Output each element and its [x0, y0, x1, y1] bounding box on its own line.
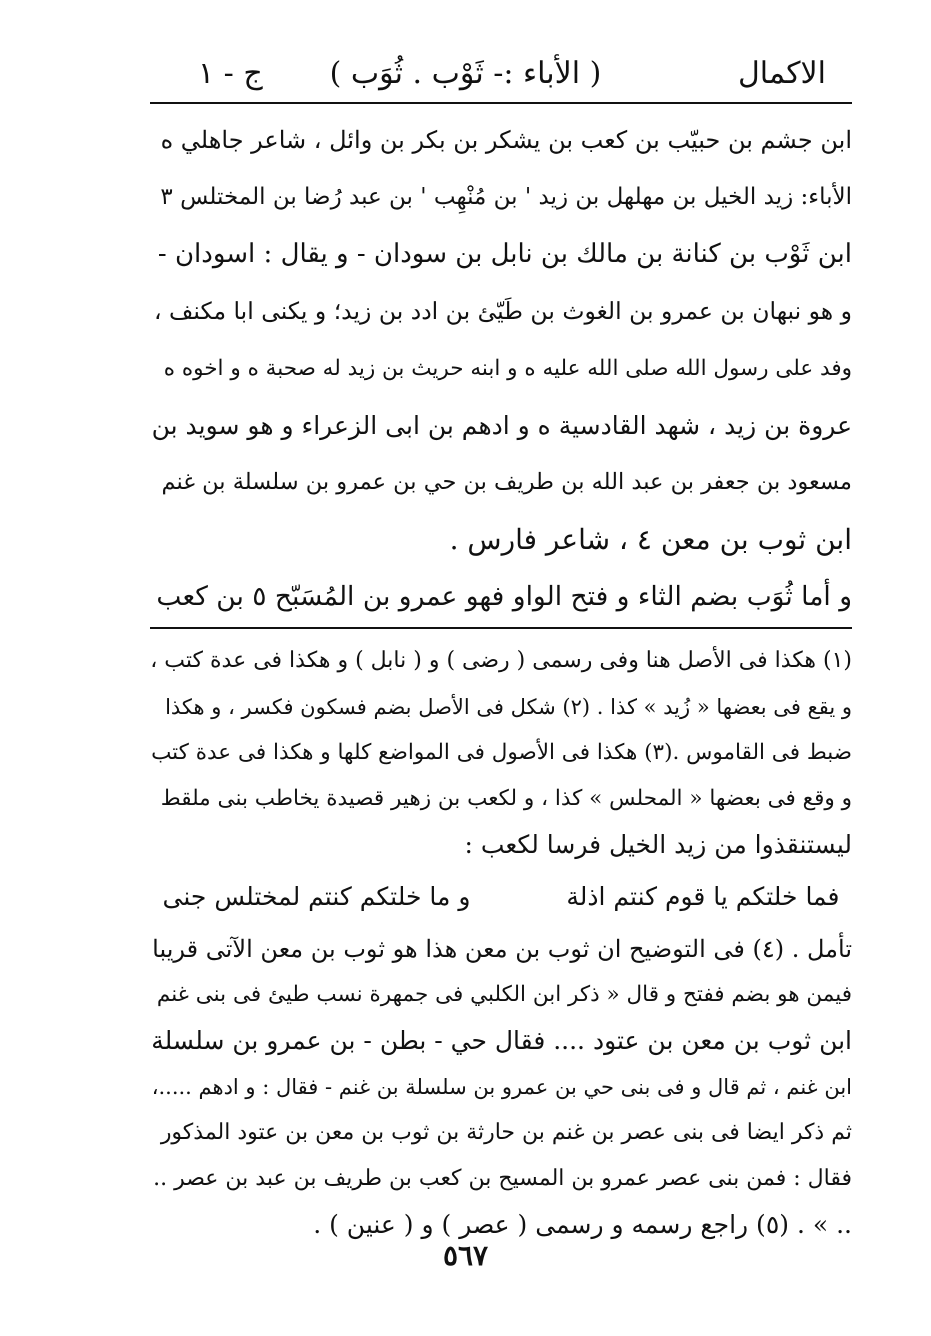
- entry-title: ( الأباء :- ثَوْب . ثُوَب ): [329, 56, 602, 91]
- verse-first-hemistich: فما خلتكم يا قوم كنتم اذلة: [566, 882, 840, 911]
- text-line: ابن ثوب بن معن ٤ ، شاعر فارس .: [449, 523, 852, 556]
- footnote-line: ابن ثوب بن معن بن عتود .... فقال حي - بطن - بن عمرو بن سلسلة: [151, 1026, 852, 1055]
- footnote-line: ثم ذكر ايضا فى بنى عصر بن غنم بن حارثة بن ثوب بن معن بن عتود المذكور: [160, 1120, 852, 1145]
- volume-label: ج - ١: [198, 56, 263, 91]
- footnotes: [150, 638, 852, 1248]
- verse-second-hemistich: و ما خلتكم كنتم لمختلس جنى: [162, 882, 471, 911]
- footnote-line: و يقع فى بعضها « زُيد » كذا . (٢) شكل فى الأصل بضم فسكون فكسر ، و هكذا: [165, 695, 852, 719]
- footnote-line: و وقع فى بعضها « المحلس » كذا ، و لكعب بن زهير قصيدة يخاطب بنى ملقط: [160, 786, 852, 811]
- text-line: ابن جشم بن حبيّب بن كعب بن يشكر بن بكر بن وائل ، شاعر جاهلي ه: [160, 126, 852, 154]
- text-line: و أما ثُوَب بضم الثاء و فتح الواو فهو عمرو بن المُسَبّح ٥ بن كعب: [156, 581, 852, 612]
- text-line: مسعود بن جعفر بن عبد الله بن طريف بن حي بن عمرو بن سلسلة بن غنم: [161, 469, 852, 495]
- footnote-line: تأمل . (٤) فى التوضيح ان ثوب بن معن هذا هو ثوب بن معن الآتى قريبا: [152, 935, 852, 963]
- verse-line: [150, 868, 852, 926]
- book-title: الاكمال: [737, 56, 826, 91]
- text-line: وفد على رسول الله صلى الله عليه ه و ابنه حريث بن زيد له صحبة ه و اخوه ه: [163, 356, 852, 381]
- footnote-line: .. » . (٥) راجع رسمه و رسمى ( عصر ) و ( عنين ) .: [313, 1210, 852, 1239]
- page-number: ٥٦٧: [442, 1239, 489, 1272]
- main-text: [150, 112, 852, 625]
- footnote-line: فقال : فمن بنى عصر عمرو بن المسيح بن كعب بن طريف بن عبد بن عصر ..: [153, 1166, 852, 1191]
- footnote-line: ضبط فى القاموس .(٣) هكذا فى الأصول فى المواضع كلها و هكذا فى عدة كتب: [151, 740, 852, 765]
- text-line: عروة بن زيد ، شهد القادسية ه و ادهم بن ابى الزعراء و هو سويد بن: [151, 411, 852, 440]
- text-line: الأباء: زيد الخيل بن مهلهل بن زيد ' بن مُنْهِب ' بن عبد رُضا بن المختلس ٣: [160, 184, 852, 210]
- text-line: ابن ثَوْب بن كنانة بن مالك بن نابل بن سودان - و يقال : اسودان -: [157, 239, 852, 269]
- footnote-rule: [150, 627, 852, 629]
- footnote-line: فيمن هو بضم ففتح و قال « ذكر ابن الكلبي فى جمهرة نسب طيئ فى بنى غنم: [156, 982, 852, 1007]
- footnote-line: (١) هكذا فى الأصل هنا وفى رسمى ( رضى ) و ( نابل ) و هكذا فى عدة كتب ،: [150, 648, 852, 673]
- header-rule: [150, 102, 852, 104]
- footnote-line: ابن غنم ، ثم قال و فى بنى حي بن عمرو بن سلسلة بن غنم - فقال : و ادهم .....،: [151, 1075, 852, 1099]
- footnote-line: ليستنقذوا من زيد الخيل فرسا لكعب :: [464, 830, 852, 859]
- text-line: و هو نبهان بن عمرو بن الغوث بن طَيّئ بن ادد بن زيد؛ و يكنى ابا مكنف ،: [154, 297, 852, 325]
